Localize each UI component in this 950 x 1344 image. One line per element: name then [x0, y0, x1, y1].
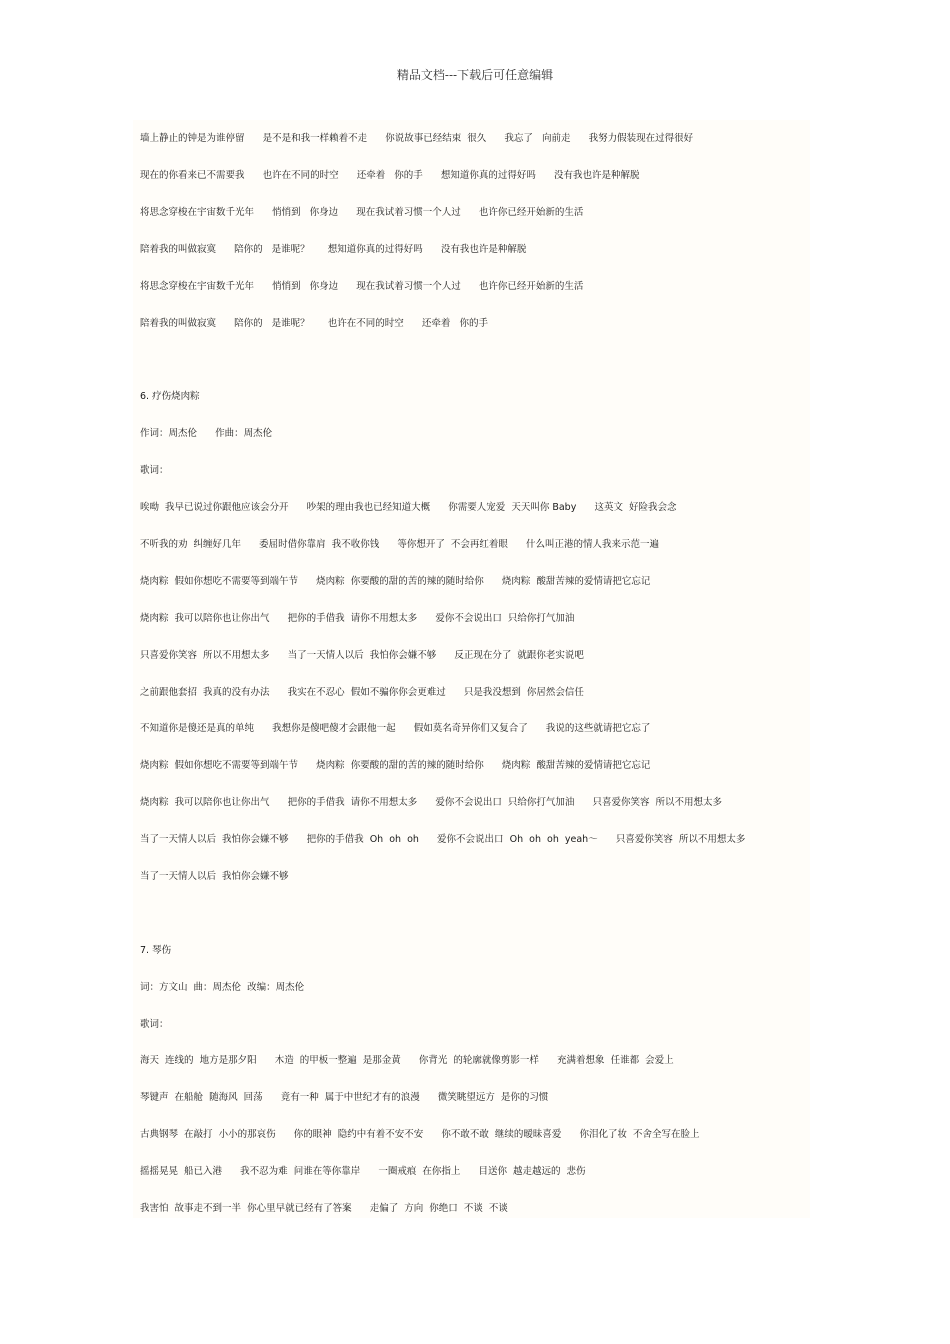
- lyric-line: 唉呦 我早已说过你跟他应该会分开 吵架的理由我也已经知道大概 你需要人宠爱 天天叫你 Baby 这英文 好险我会念: [140, 502, 677, 513]
- lyric-line: 陪着我的叫做寂寞 陪你的 是谁呢？ 想知道你真的过得好吗 没有我也许是种解脱: [140, 244, 527, 255]
- lyric-line: 当了一天情人以后 我怕你会嫌不够 把你的手借我 Oh oh oh 爱你不会说出口 Oh oh oh yeah～ 只喜爱你笑容 所以不用想太多: [140, 834, 746, 845]
- lyric-line: 不知道你是傻还是真的单纯 我想你是傻吧傻才会跟他一起 假如莫名奇异你们又复合了 我说的这些就请把它忘了: [140, 723, 651, 734]
- song-title: 6. 疗伤烧肉粽: [140, 391, 200, 402]
- lyric-line: 我害怕 故事走不到一半 你心里早就已经有了答案 走偏了 方向 你绝口 不谈 不谈: [140, 1203, 508, 1214]
- lyric-line: 海天 连线的 地方是那夕阳 木造 的甲板一整遍 是那金黄 你背光 的轮廓就像剪影一样 充满着想象 任谁都 会爱上: [140, 1055, 674, 1066]
- lyric-line: 不听我的劝 纠缠好几年 委屈时借你靠肩 我不收你钱 等你想开了 不会再红着眼 什么叫正港的情人我来示范一遍: [140, 539, 659, 550]
- lyric-line: 墙上静止的钟是为谁停留 是不是和我一样赖着不走 你说故事已经结束 很久 我忘了 向前走 我努力假装现在过得很好: [140, 133, 694, 144]
- lyric-line: 琴键声 在船舱 随海风 回荡 竟有一种 属于中世纪才有的浪漫 微笑眺望远方 是你的习惯: [140, 1092, 549, 1103]
- lyric-line: 烧肉粽 假如你想吃不需要等到端午节 烧肉粽 你要酸的甜的苦的辣的随时给你 烧肉粽 酸甜苦辣的爱情请把它忘记: [140, 576, 651, 587]
- lyric-line: 之前跟他套招 我真的没有办法 我实在不忍心 假如不骗你你会更难过 只是我没想到 你居然会信任: [140, 687, 584, 698]
- lyric-line: 陪着我的叫做寂寞 陪你的 是谁呢？ 也许在不同的时空 还牵着 你的手: [140, 318, 488, 329]
- lyrics-document: [133, 120, 810, 1218]
- lyric-line: 烧肉粽 我可以陪你也让你出气 把你的手借我 请你不用想太多 爱你不会说出口 只给你打气加油 只喜爱你笑容 所以不用想太多: [140, 797, 723, 808]
- page-header: 精品文档---下载后可任意编辑: [396, 68, 554, 82]
- lyric-line: 只喜爱你笑容 所以不用想太多 当了一天情人以后 我怕你会嫌不够 反正现在分了 就跟你老实说吧: [140, 650, 584, 661]
- lyrics-label: 歌词：: [140, 465, 169, 476]
- lyric-line: 将思念穿梭在宇宙数千光年 悄悄到 你身边 现在我试着习惯一个人过 也许你已经开始新的生活: [140, 207, 584, 218]
- lyrics-label: 歌词：: [140, 1019, 169, 1030]
- lyric-line: 现在的你看来已不需要我 也许在不同的时空 还牵着 你的手 想知道你真的过得好吗 没有我也许是种解脱: [140, 170, 640, 181]
- song-credits: 词：方文山 曲：周杰伦 改编：周杰伦: [140, 982, 305, 993]
- lyric-line: 古典钢琴 在敲打 小小的那哀伤 你的眼神 隐约中有着不安不安 你不敢不敢 继续的暧昧喜爱 你泪化了妆 不舍全写在脸上: [140, 1129, 700, 1140]
- song-title: 7. 琴伤: [140, 945, 172, 956]
- lyric-line: 将思念穿梭在宇宙数千光年 悄悄到 你身边 现在我试着习惯一个人过 也许你已经开始新的生活: [140, 281, 584, 292]
- lyric-line: 摇摇晃晃 船已入港 我不忍为难 问谁在等你靠岸 一圈戒痕 在你指上 目送你 越走越远的 悲伤: [140, 1166, 586, 1177]
- lyric-line: 烧肉粽 我可以陪你也让你出气 把你的手借我 请你不用想太多 爱你不会说出口 只给你打气加油: [140, 613, 575, 624]
- song-credits: 作词：周杰伦 作曲：周杰伦: [140, 428, 273, 439]
- lyric-line: 当了一天情人以后 我怕你会嫌不够: [140, 871, 289, 882]
- lyric-line: 烧肉粽 假如你想吃不需要等到端午节 烧肉粽 你要酸的甜的苦的辣的随时给你 烧肉粽 酸甜苦辣的爱情请把它忘记: [140, 760, 651, 771]
